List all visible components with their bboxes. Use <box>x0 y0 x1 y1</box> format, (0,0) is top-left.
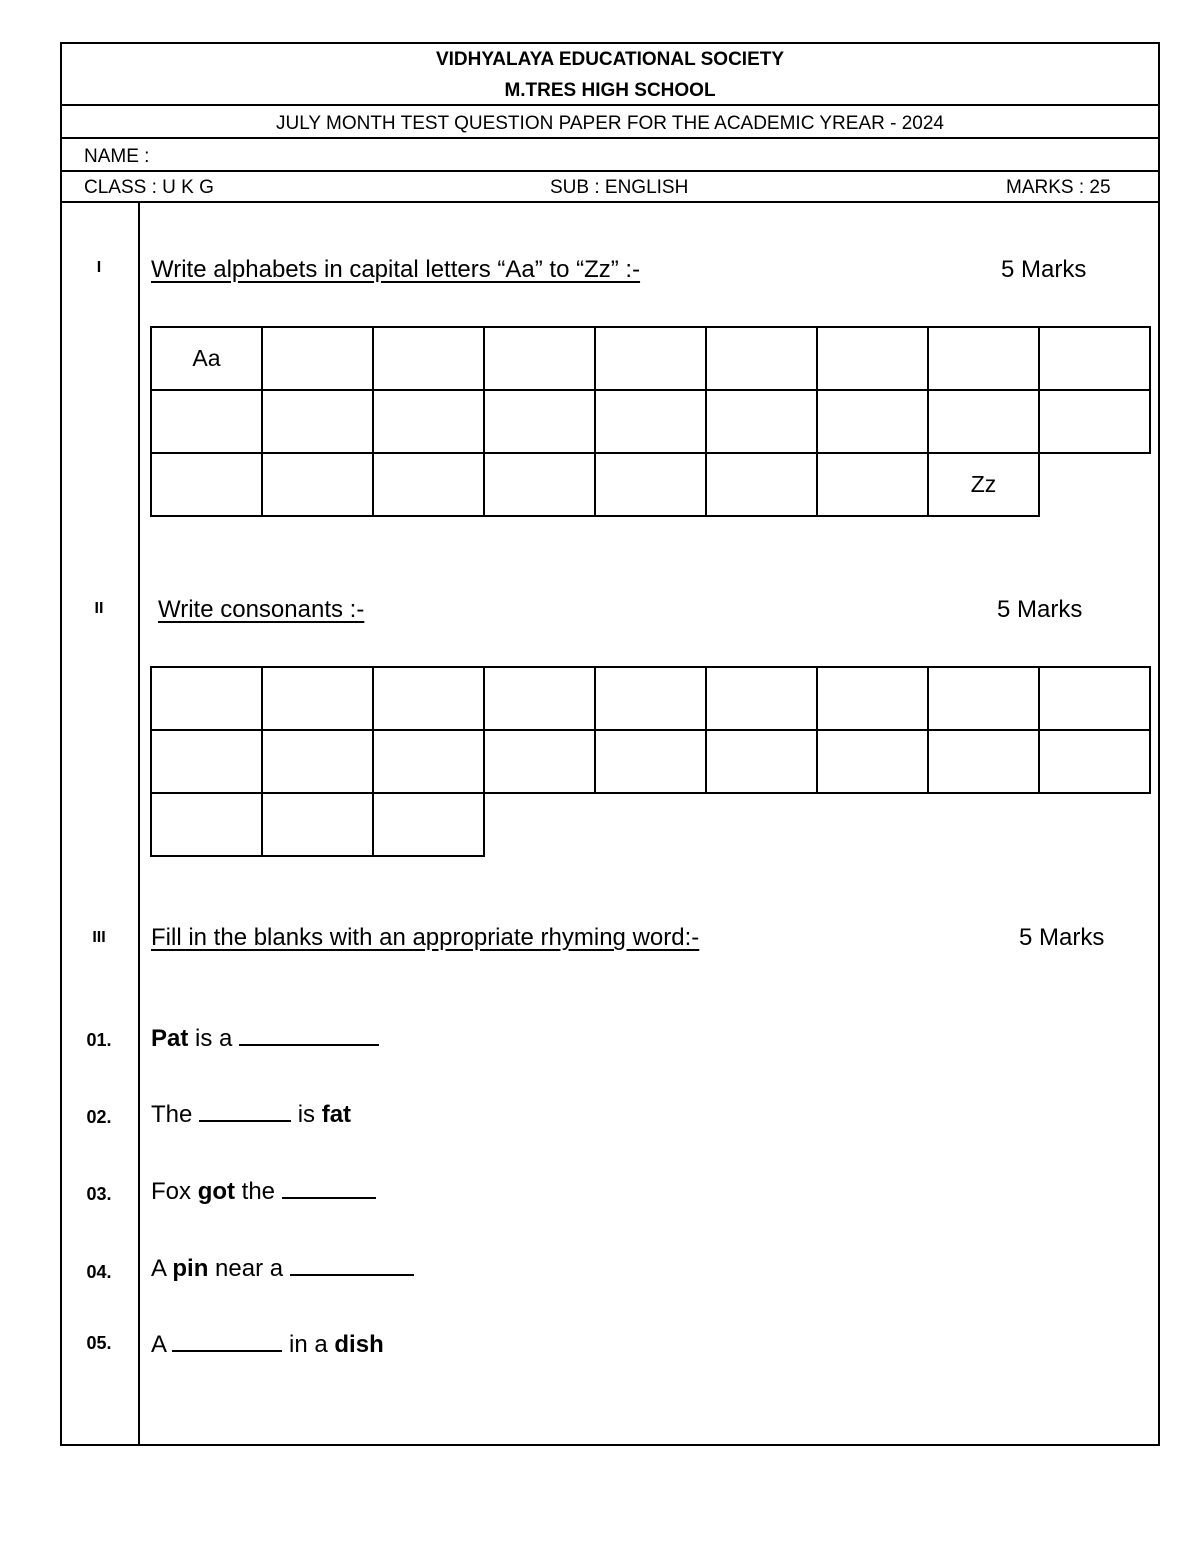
question-title: Write consonants :- <box>158 596 365 623</box>
grid-cell[interactable] <box>1039 730 1150 793</box>
sentence-text: in a <box>282 1331 335 1358</box>
item-number: 01. <box>86 1030 112 1050</box>
class-field: CLASS : U K G <box>84 177 214 198</box>
alphabet-grid <box>150 326 1151 517</box>
grid-cell[interactable] <box>373 667 484 730</box>
grid-cell[interactable] <box>1039 390 1150 453</box>
number-column-divider <box>138 203 140 1446</box>
fill-blank-sentence <box>151 1330 384 1359</box>
name-field: NAME : <box>84 146 150 167</box>
grid-cell[interactable] <box>484 453 595 516</box>
item-number: 02. <box>86 1107 112 1127</box>
grid-cell[interactable] <box>817 390 928 453</box>
grid-cell[interactable] <box>706 327 817 390</box>
sentence-text: The <box>151 1101 200 1128</box>
grid-cell[interactable] <box>262 390 373 453</box>
grid-cell[interactable] <box>595 667 706 730</box>
grid-cell[interactable] <box>484 327 595 390</box>
consonant-grid <box>150 666 1151 857</box>
item-number: 05. <box>86 1333 112 1353</box>
grid-cell-example: Zz <box>928 453 1039 516</box>
sentence-text: A <box>151 1255 173 1282</box>
grid-cell-example: Aa <box>151 327 262 390</box>
grid-cell[interactable] <box>373 327 484 390</box>
question-number: III <box>92 929 106 946</box>
grid-cell[interactable] <box>373 793 484 856</box>
fill-blank-sentence <box>151 1024 379 1053</box>
grid-cell[interactable] <box>484 390 595 453</box>
grid-cell[interactable] <box>595 453 706 516</box>
fill-blank-sentence <box>151 1254 414 1283</box>
grid-row <box>151 390 1150 453</box>
question-marks: 5 Marks <box>1001 256 1087 283</box>
marks-field: MARKS : 25 <box>1006 177 1111 198</box>
grid-cell[interactable] <box>817 730 928 793</box>
answer-blank[interactable] <box>172 1330 282 1352</box>
grid-cell[interactable] <box>151 793 262 856</box>
society-name: VIDHYALAYA EDUCATIONAL SOCIETY <box>435 49 785 70</box>
grid-cell[interactable] <box>151 453 262 516</box>
grid-cell[interactable] <box>928 390 1039 453</box>
rhyme-keyword: pin <box>172 1255 209 1282</box>
grid-row <box>151 453 1150 516</box>
sentence-text: the <box>235 1178 282 1205</box>
rhyme-keyword: dish <box>334 1331 384 1358</box>
rhyme-keyword: Pat <box>151 1025 189 1052</box>
grid-cell[interactable] <box>484 667 595 730</box>
grid-cell[interactable] <box>262 730 373 793</box>
grid-empty-space <box>928 793 1039 856</box>
sentence-text: Fox <box>151 1178 198 1205</box>
grid-cell[interactable] <box>262 327 373 390</box>
sentence-text: is <box>291 1101 322 1128</box>
divider <box>60 201 1160 203</box>
grid-empty-space <box>1039 453 1150 516</box>
grid-cell[interactable] <box>151 667 262 730</box>
subject-field: SUB : ENGLISH <box>550 177 689 198</box>
grid-cell[interactable] <box>817 327 928 390</box>
question-title: Fill in the blanks with an appropriate rhyming word:- <box>151 924 700 951</box>
item-number: 04. <box>86 1262 112 1282</box>
rhyme-keyword: got <box>197 1178 235 1205</box>
grid-cell[interactable] <box>373 390 484 453</box>
question-marks: 5 Marks <box>997 596 1083 623</box>
grid-cell[interactable] <box>262 793 373 856</box>
divider <box>60 104 1160 106</box>
school-name: M.TRES HIGH SCHOOL <box>504 80 716 101</box>
answer-blank[interactable] <box>290 1254 414 1276</box>
grid-empty-space <box>595 793 706 856</box>
grid-cell[interactable] <box>262 667 373 730</box>
grid-cell[interactable] <box>484 730 595 793</box>
grid-row <box>151 793 1150 856</box>
grid-cell[interactable] <box>373 730 484 793</box>
divider <box>60 137 1160 139</box>
fill-blank-sentence <box>151 1100 351 1129</box>
grid-cell[interactable] <box>151 390 262 453</box>
grid-row <box>151 667 1150 730</box>
grid-cell[interactable] <box>595 390 706 453</box>
answer-blank[interactable] <box>199 1100 291 1122</box>
grid-cell[interactable] <box>151 730 262 793</box>
grid-cell[interactable] <box>595 730 706 793</box>
sentence-text: near a <box>208 1255 290 1282</box>
grid-cell[interactable] <box>817 667 928 730</box>
grid-cell[interactable] <box>1039 327 1150 390</box>
grid-cell[interactable] <box>706 453 817 516</box>
grid-cell[interactable] <box>706 390 817 453</box>
fill-blank-sentence <box>151 1177 376 1206</box>
question-number: I <box>96 259 102 276</box>
grid-cell[interactable] <box>373 453 484 516</box>
grid-cell[interactable] <box>262 453 373 516</box>
grid-empty-space <box>706 793 817 856</box>
grid-cell[interactable] <box>928 327 1039 390</box>
grid-cell[interactable] <box>928 667 1039 730</box>
question-marks: 5 Marks <box>1019 924 1105 951</box>
grid-row <box>151 327 1150 390</box>
grid-cell[interactable] <box>706 730 817 793</box>
sentence-text: is a <box>188 1025 240 1052</box>
question-number: II <box>94 600 104 617</box>
grid-cell[interactable] <box>595 327 706 390</box>
answer-blank[interactable] <box>282 1177 376 1199</box>
grid-cell[interactable] <box>706 667 817 730</box>
sentence-text: A <box>151 1331 173 1358</box>
question-title: Write alphabets in capital letters “Aa” to “Zz” :- <box>151 256 641 283</box>
grid-empty-space <box>817 793 928 856</box>
grid-empty-space <box>484 793 595 856</box>
grid-row <box>151 730 1150 793</box>
grid-empty-space <box>1039 793 1150 856</box>
rhyme-keyword: fat <box>321 1101 352 1128</box>
item-number: 03. <box>86 1184 112 1204</box>
test-title: JULY MONTH TEST QUESTION PAPER FOR THE ACADEMIC YREAR - 2024 <box>276 113 944 134</box>
answer-blank[interactable] <box>239 1024 379 1046</box>
grid-cell[interactable] <box>928 730 1039 793</box>
divider <box>60 170 1160 172</box>
grid-cell[interactable] <box>817 453 928 516</box>
grid-cell[interactable] <box>1039 667 1150 730</box>
